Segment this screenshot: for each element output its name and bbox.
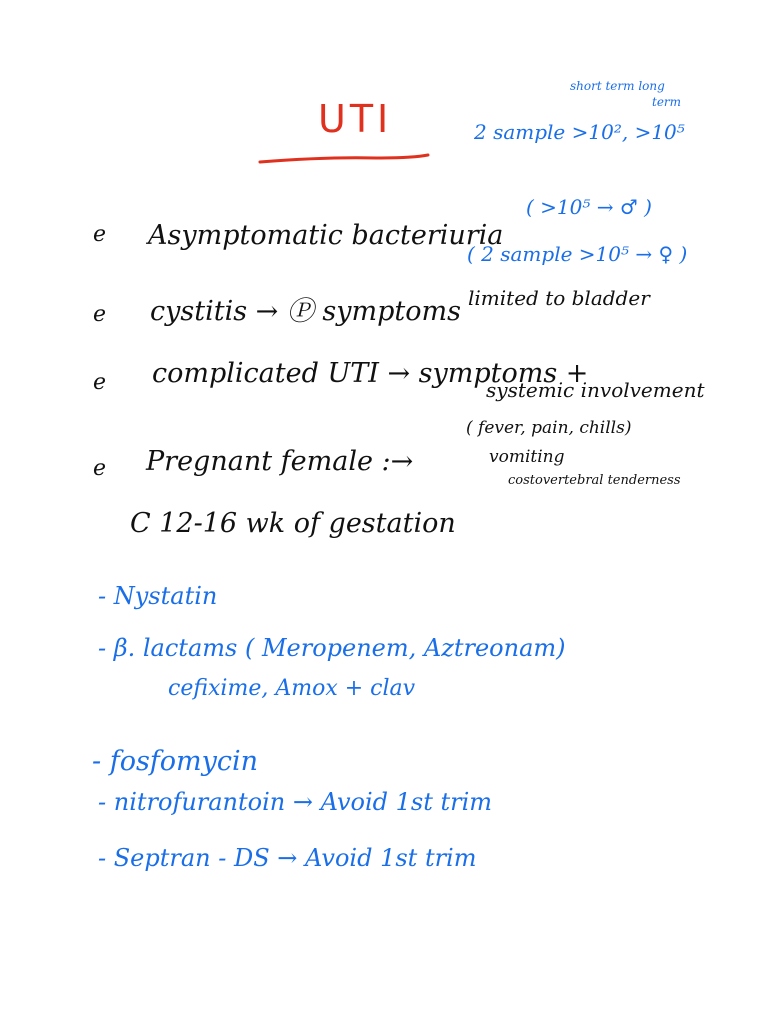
treatment-item-1: - Nystatin	[98, 582, 218, 610]
note-limited-to-bladder: limited to bladder	[468, 286, 650, 310]
note-cystitis: cystitis → Ⓟ symptoms	[150, 296, 461, 327]
treatment-item-4: - nitrofurantoin → Avoid 1st trim	[98, 788, 493, 816]
corner-note-2: term	[652, 95, 682, 109]
note-costovertebral-tenderness: costovertebral tenderness	[508, 473, 681, 488]
note-complicated-uti: complicated UTI → symptoms +	[152, 358, 589, 389]
side-note-female-threshold: ( 2 sample >10⁵ → ♀ )	[467, 242, 688, 266]
treatment-item-2-continued: cefixime, Amox + clav	[168, 676, 416, 701]
title-underline	[258, 152, 430, 166]
bullet-marker: e	[93, 370, 107, 395]
bullet-marker: e	[93, 456, 107, 481]
note-fever-pain-chills: ( fever, pain, chills)	[466, 418, 632, 438]
note-gestation-weeks: C 12-16 wk of gestation	[130, 508, 456, 539]
corner-note-1: short term long	[570, 79, 665, 93]
note-asymptomatic-bacteriuria: Asymptomatic bacteriuria	[148, 220, 504, 251]
treatment-item-2: - β. lactams ( Meropenem, Aztreonam)	[98, 634, 566, 662]
corner-note-3: 2 sample >10², >10⁵	[474, 120, 685, 144]
treatment-item-3: - fosfomycin	[92, 746, 259, 777]
note-systemic-involvement: systemic involvement	[486, 378, 705, 402]
page-title: UTI	[318, 97, 393, 141]
note-pregnant-female: Pregnant female :→	[146, 446, 414, 477]
bullet-marker: e	[93, 222, 107, 247]
note-vomiting: vomiting	[489, 447, 565, 467]
side-note-male-threshold: ( >10⁵ → ♂ )	[526, 195, 652, 219]
bullet-marker: e	[93, 302, 107, 327]
treatment-item-5: - Septran - DS → Avoid 1st trim	[98, 844, 477, 872]
